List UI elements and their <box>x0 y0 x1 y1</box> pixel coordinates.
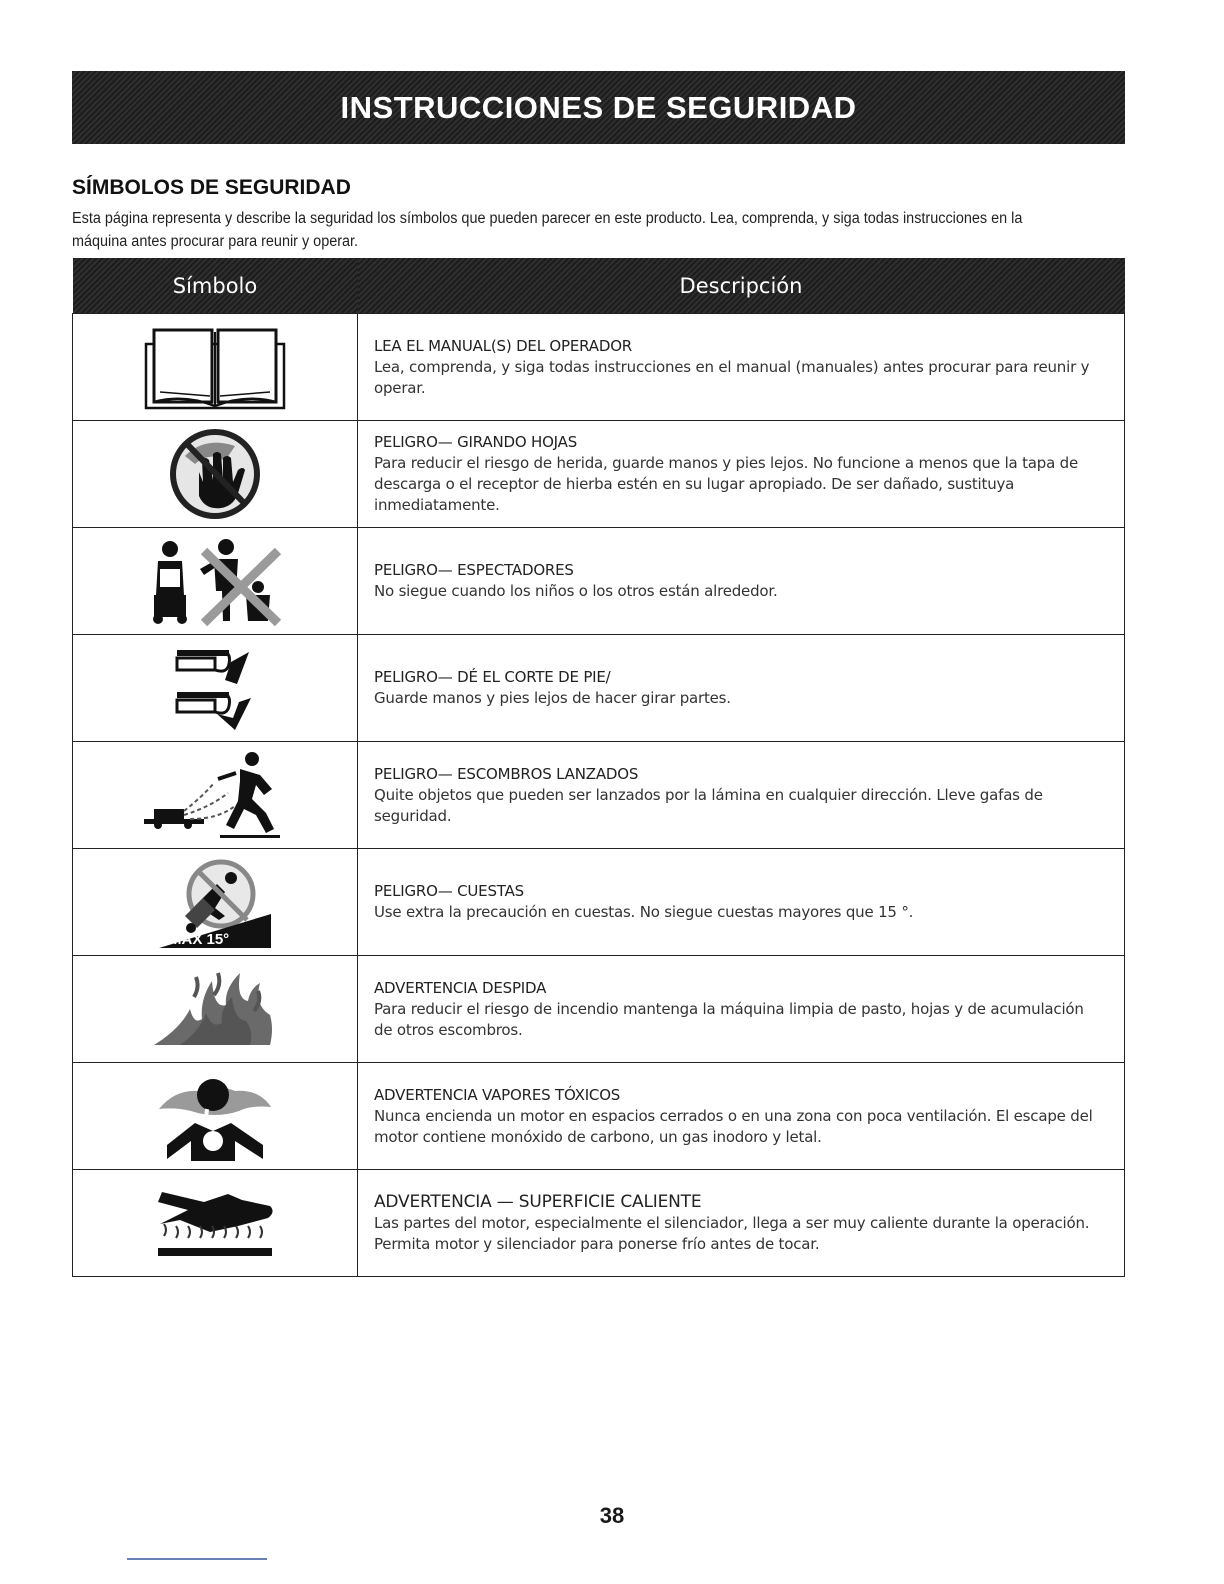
hot-surface-icon <box>150 1180 280 1266</box>
symbol-cell <box>73 421 358 528</box>
hazard-heading: PELIGRO— DÉ EL CORTE DE PIE/ <box>374 668 611 686</box>
symbol-cell <box>73 742 358 849</box>
hazard-heading: ADVERTENCIA VAPORES TÓXICOS <box>374 1085 621 1104</box>
section-title: SÍMBOLOS DE SEGURIDAD <box>72 176 351 199</box>
table-row <box>73 314 1125 421</box>
hazard-heading: ADVERTENCIA DESPIDA <box>374 978 547 997</box>
table-header-row <box>73 258 1125 314</box>
description-cell <box>358 849 1125 956</box>
table-row <box>73 635 1125 742</box>
table-row <box>73 742 1125 849</box>
hazard-heading: ADVERTENCIA — SUPERFICIE CALIENTE <box>374 1191 702 1212</box>
toxic-fumes-icon <box>155 1069 275 1163</box>
symbol-cell <box>73 1170 358 1277</box>
hazard-description: Lea, comprenda, y siga todas instrucciones en el manual (manuales) antes procurar para reunir y operar. <box>374 357 1090 397</box>
hazard-heading: PELIGRO— GIRANDO HOJAS <box>374 433 578 451</box>
hazard-description: Quite objetos que pueden ser lanzados por la lámina en cualquier dirección. Lleve gafas de seguridad. <box>374 785 1043 825</box>
symbol-cell <box>73 528 358 635</box>
rotating-blades-hand-icon <box>165 426 265 522</box>
description-cell <box>358 314 1125 421</box>
hazard-description: Las partes del motor, especialmente el silenciador, llega a ser muy caliente durante la operación. Permita motor y silenciador para ponerse frío antes de tocar. <box>374 1213 1090 1253</box>
section-intro: Esta página representa y describe la seguridad los símbolos que pueden parecer en este producto. Lea, comprenda, y siga todas instrucciones en la máquina antes procurar para reunir y operar. <box>72 210 1023 250</box>
symbol-cell <box>73 956 358 1063</box>
hazard-description: No siegue cuando los niños o los otros están alrededor. <box>374 582 778 600</box>
foot-cutting-icon <box>165 640 265 736</box>
hazard-heading: LEA EL MANUAL(S) DEL OPERADOR <box>374 336 633 355</box>
description-cell <box>358 742 1125 849</box>
description-cell <box>358 956 1125 1063</box>
slope-max-15-icon <box>155 854 275 950</box>
fire-icon <box>150 969 280 1049</box>
column-header-symbol: Símbolo <box>73 258 358 314</box>
description-cell <box>358 635 1125 742</box>
hazard-heading: PELIGRO— ESPECTADORES <box>374 561 574 579</box>
hazard-description: Para reducir el riesgo de herida, guarde manos y pies lejos. No funcione a menos que la tapa de descarga o el receptor de hierba estén en su lugar apropiado. De ser dañado, sustituya inmediatamente. <box>374 454 1079 514</box>
hazard-description: Use extra la precaución en cuestas. No siegue cuestas mayores que 15 °. <box>374 903 914 921</box>
symbol-cell <box>73 1063 358 1170</box>
hazard-description: Nunca encienda un motor en espacios cerrados o en una zona con poca ventilación. El escape del motor contiene monóxido de carbono, un gas inodoro y letal. <box>374 1106 1093 1146</box>
table-row <box>73 956 1125 1063</box>
footer-divider <box>127 1558 267 1560</box>
description-cell <box>358 528 1125 635</box>
description-cell <box>358 1063 1125 1170</box>
description-cell <box>358 421 1125 528</box>
header-banner <box>72 71 1125 144</box>
symbol-cell <box>73 314 358 421</box>
table-row <box>73 528 1125 635</box>
slope-max-label: MAX 15° <box>169 931 230 948</box>
bystanders-icon <box>140 535 290 627</box>
thrown-objects-icon <box>140 749 290 841</box>
hazard-heading: PELIGRO— ESCOMBROS LANZADOS <box>374 764 639 783</box>
hazard-heading: PELIGRO— CUESTAS <box>374 882 524 900</box>
safety-symbols-table <box>72 258 1125 1277</box>
hazard-description: Para reducir el riesgo de incendio mantenga la máquina limpia de pasto, hojas y de acumulación de otros escombros. <box>374 999 1084 1039</box>
symbol-cell <box>73 849 358 956</box>
page-number: 38 <box>599 1503 625 1528</box>
description-cell <box>358 1170 1125 1277</box>
table-row <box>73 421 1125 528</box>
table-row <box>73 1063 1125 1170</box>
manual-book-icon <box>140 322 290 412</box>
page-title: INSTRUCCIONES DE SEGURIDAD <box>340 89 857 125</box>
table-row <box>73 849 1125 956</box>
symbol-cell <box>73 635 358 742</box>
hazard-description: Guarde manos y pies lejos de hacer girar partes. <box>374 689 731 707</box>
table-row <box>73 1170 1125 1277</box>
column-header-description: Descripción <box>358 258 1125 314</box>
